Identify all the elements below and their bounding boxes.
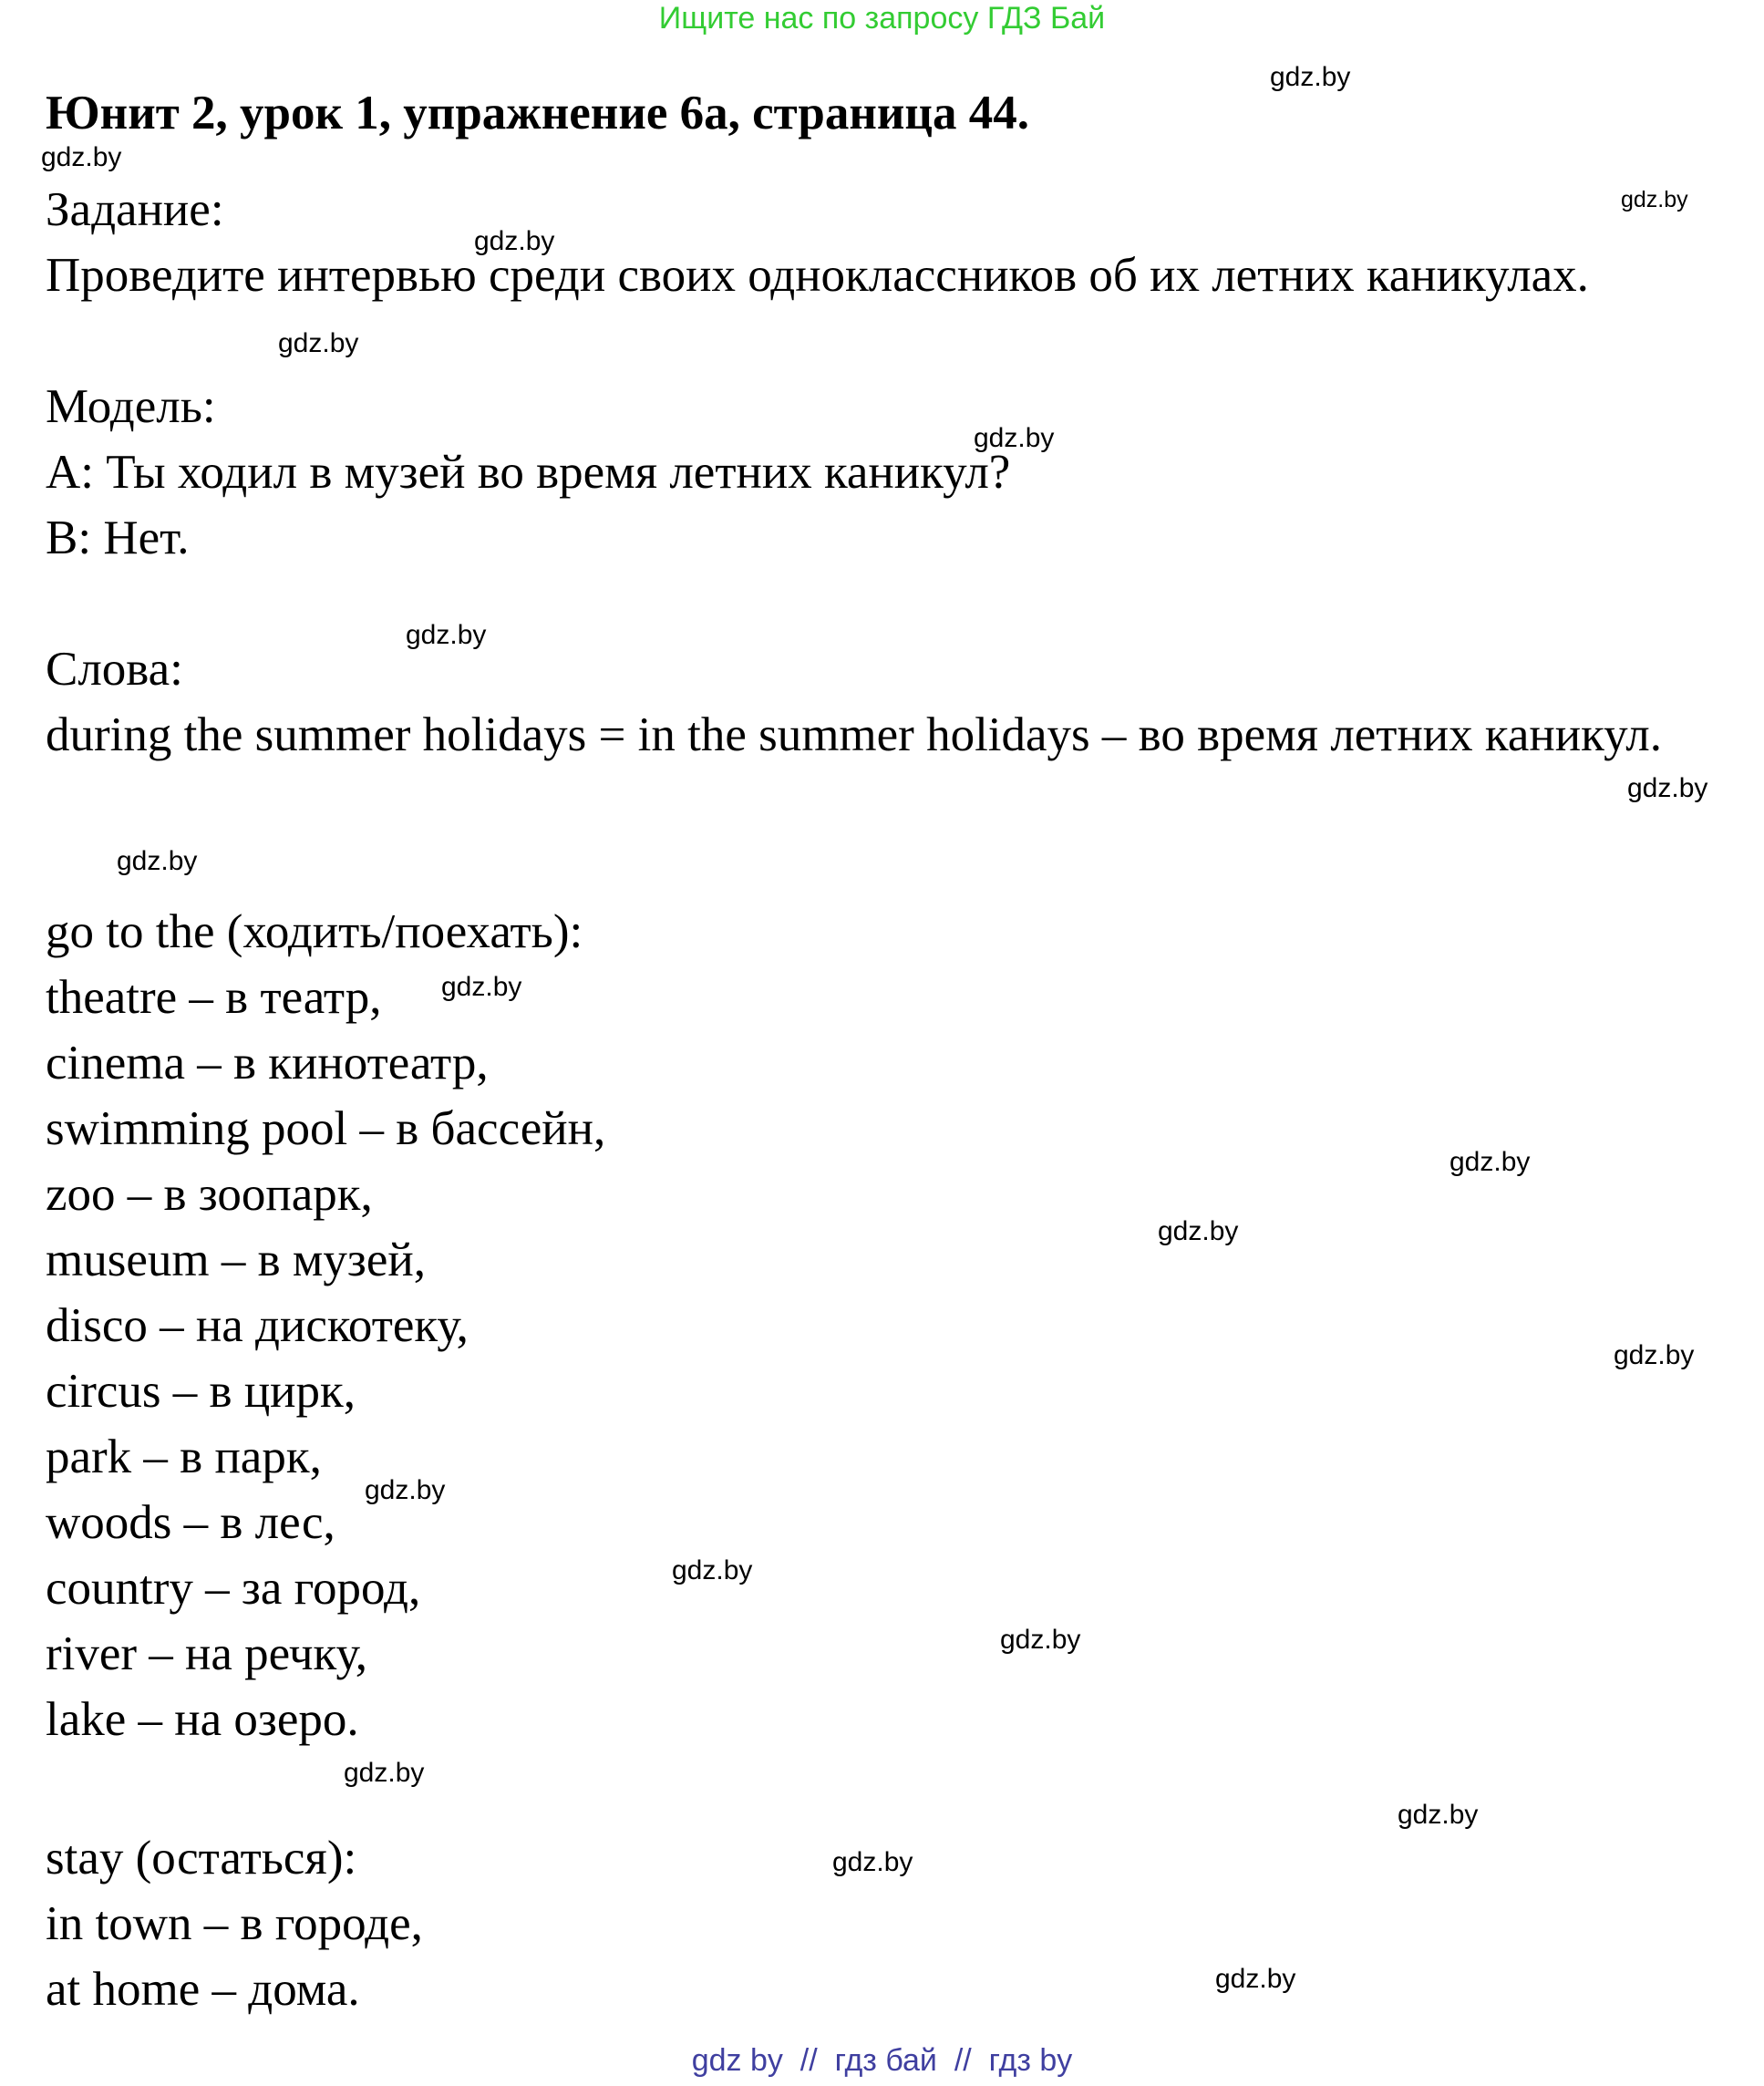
list-item: woods – в лес, xyxy=(46,1496,335,1549)
watermark: gdz.by xyxy=(441,972,522,1002)
page-title: Юнит 2, урок 1, упражнение 6а, страница 44. xyxy=(46,87,1029,139)
list-item: museum – в музей, xyxy=(46,1234,426,1286)
list-item: theatre – в театр, xyxy=(46,971,382,1024)
go-to-header: go to the (ходить/поехать): xyxy=(46,905,583,958)
model-label: Модель: xyxy=(46,380,216,433)
list-item: at home – дома. xyxy=(46,1963,360,2016)
watermark: gdz.by xyxy=(672,1555,753,1585)
watermark: gdz.by xyxy=(1270,62,1351,92)
top-banner: Ищите нас по запросу ГДЗ Бай xyxy=(658,1,1106,36)
watermark: gdz.by xyxy=(117,846,198,876)
watermark: gdz.by xyxy=(278,328,359,358)
stay-header: stay (остаться): xyxy=(46,1832,357,1885)
watermark: gdz.by xyxy=(1621,187,1688,212)
list-item: park – в парк, xyxy=(46,1430,322,1483)
footer-links: gdz by // гдз бай // гдз by xyxy=(691,2043,1073,2078)
watermark: gdz.by xyxy=(1614,1340,1695,1370)
list-item: river – на речку, xyxy=(46,1627,367,1680)
list-item: swimming pool – в бассейн, xyxy=(46,1102,606,1155)
watermark: gdz.by xyxy=(1158,1216,1239,1246)
task-label: Задание: xyxy=(46,183,224,236)
watermark: gdz.by xyxy=(974,423,1055,453)
watermark: gdz.by xyxy=(1215,1964,1296,1994)
list-item: cinema – в кинотеатр, xyxy=(46,1037,489,1089)
model-line-b: В: Нет. xyxy=(46,511,190,564)
list-item: circus – в цирк, xyxy=(46,1365,356,1418)
watermark: gdz.by xyxy=(344,1758,425,1788)
list-item: zoo – в зоопарк, xyxy=(46,1168,373,1221)
watermark: gdz.by xyxy=(41,142,122,172)
list-item: country – за город, xyxy=(46,1562,421,1615)
watermark: gdz.by xyxy=(1449,1147,1531,1177)
watermark: gdz.by xyxy=(1398,1800,1479,1830)
watermark: gdz.by xyxy=(1000,1625,1081,1655)
watermark: gdz.by xyxy=(1627,773,1708,803)
list-item: lake – на озеро. xyxy=(46,1693,359,1746)
watermark: gdz.by xyxy=(406,620,487,650)
watermark: gdz.by xyxy=(474,226,555,256)
model-line-a: А: Ты ходил в музей во время летних каникул? xyxy=(46,446,1011,499)
list-item: disco – на дискотеку, xyxy=(46,1299,469,1352)
words-label: Слова: xyxy=(46,643,183,696)
words-phrase: during the summer holidays = in the summer holidays – во время летних каникул. xyxy=(46,708,1662,761)
list-item: in town – в городе, xyxy=(46,1897,423,1950)
task-text: Проведите интервью среди своих одноклассников об их летних каникулах. xyxy=(46,249,1589,302)
watermark: gdz.by xyxy=(365,1475,446,1505)
watermark: gdz.by xyxy=(832,1847,913,1877)
